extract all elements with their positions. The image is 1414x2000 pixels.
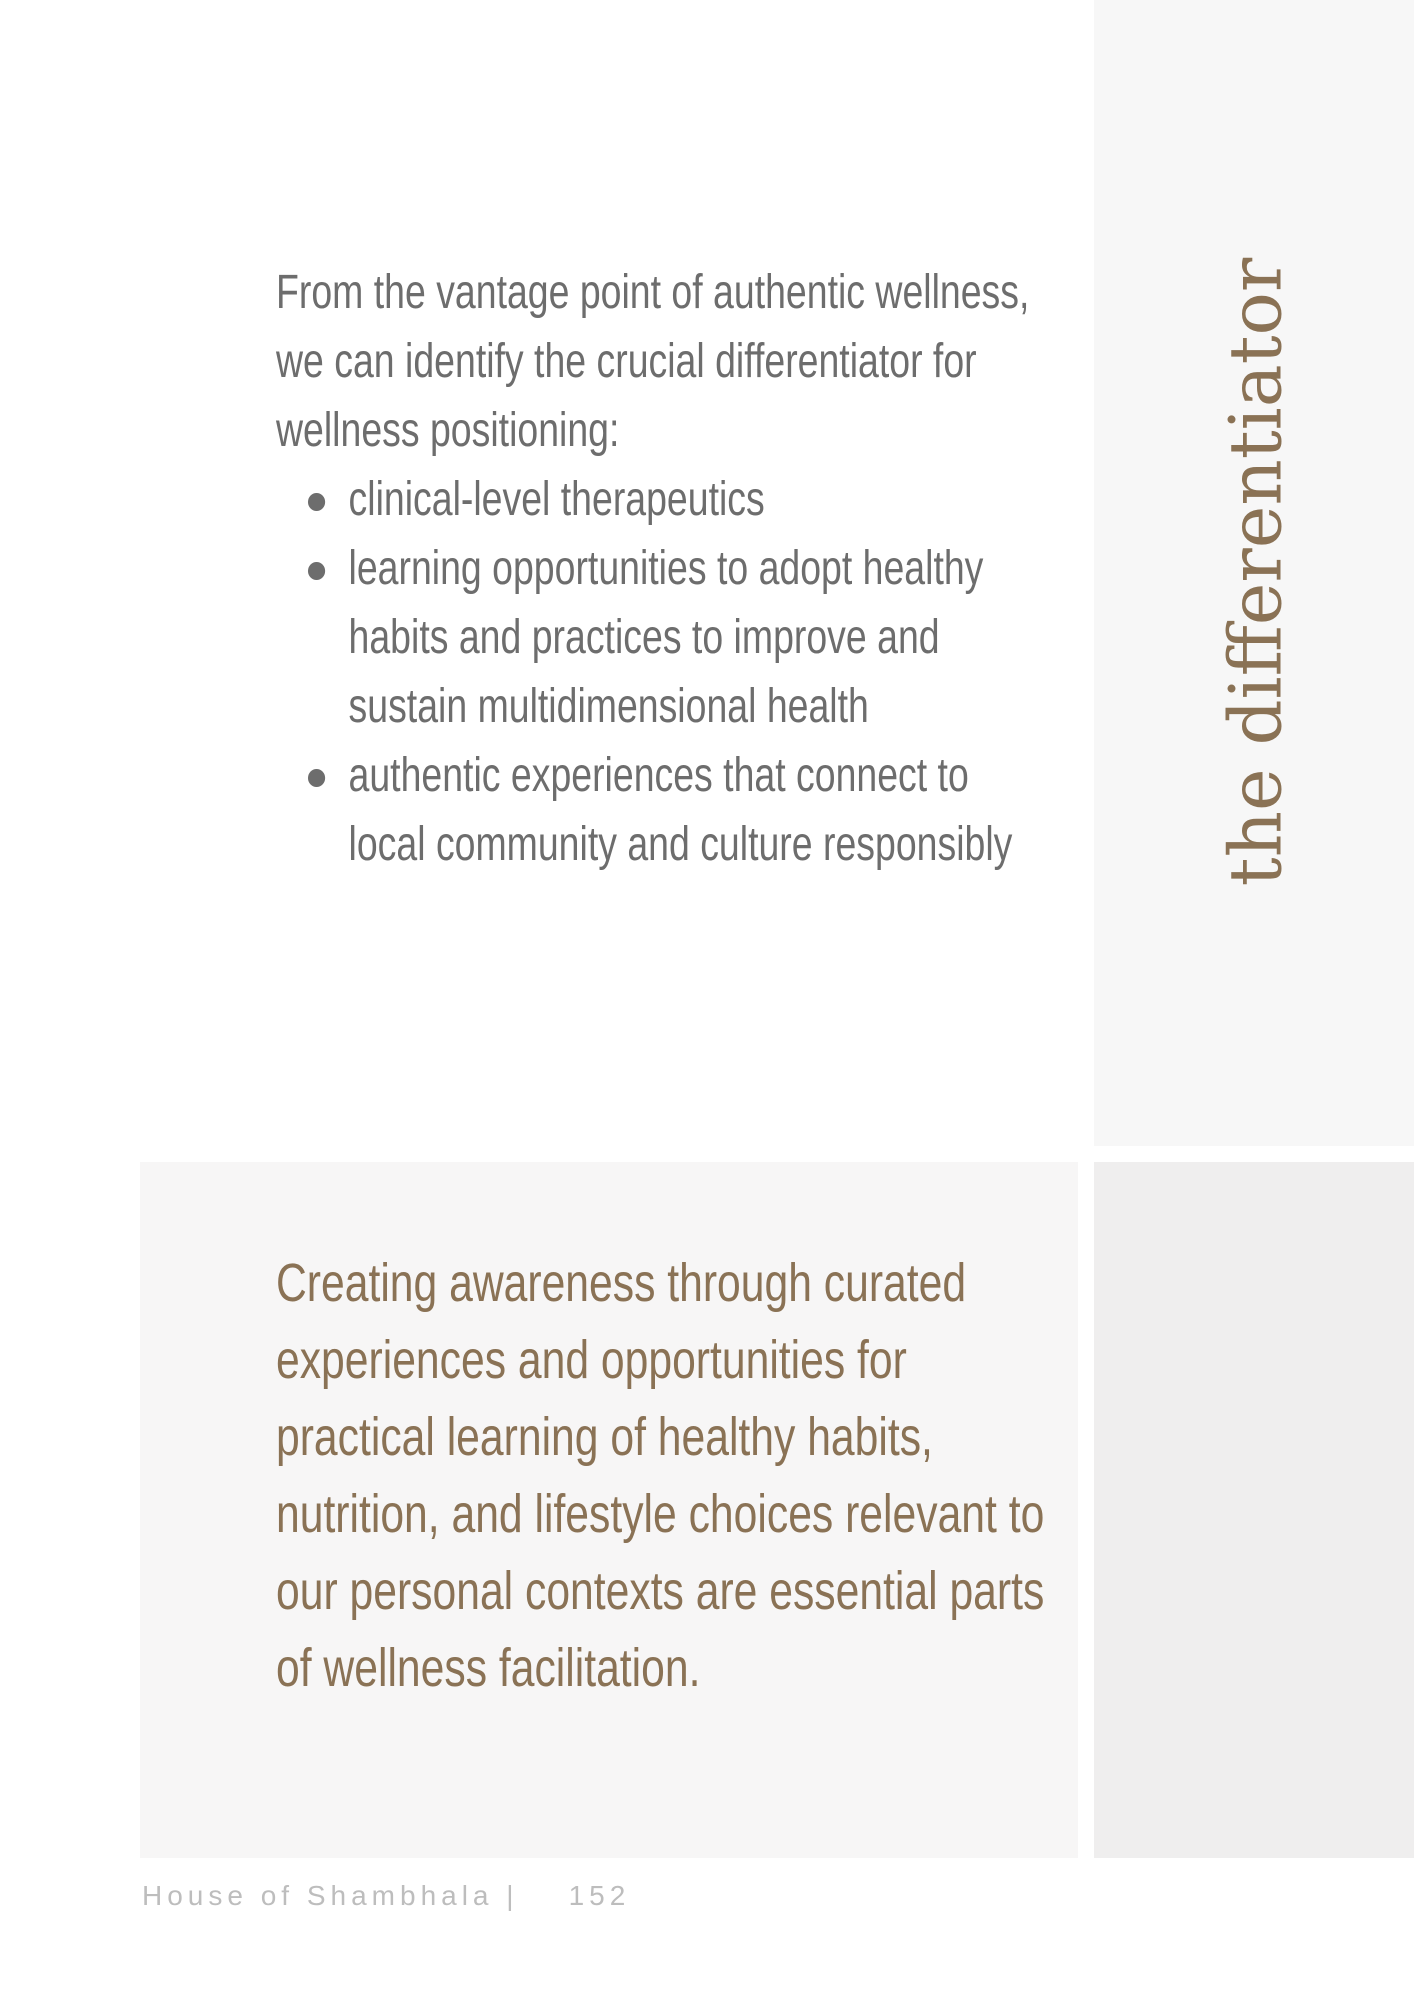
side-panel-bottom xyxy=(1094,1162,1414,1858)
intro-section xyxy=(276,258,1037,879)
side-title: the differentiator xyxy=(1213,257,1298,887)
list-item: authentic experiences that connect to local community and culture responsibly xyxy=(349,741,1037,879)
side-title-container xyxy=(1120,257,1390,887)
list-item: learning opportunities to adopt healthy habits and practices to improve and sustain multidimensional health xyxy=(349,534,1037,741)
intro-paragraph: From the vantage point of authentic wellness, we can identify the crucial differentiator for wellness positioning: xyxy=(276,266,1030,457)
quote-text: Creating awareness through curated experiences and opportunities for practical learning of healthy habits, nutrition, and lifestyle choices relevant to our personal contexts are essential parts of wellness facilitation. xyxy=(276,1253,1045,1698)
page-footer xyxy=(142,1880,630,1912)
differentiator-list xyxy=(276,465,1037,879)
page-number: 152 xyxy=(568,1880,631,1911)
footer-publication: House of Shambhala | xyxy=(142,1880,519,1911)
list-item: clinical-level therapeutics xyxy=(349,465,1037,534)
